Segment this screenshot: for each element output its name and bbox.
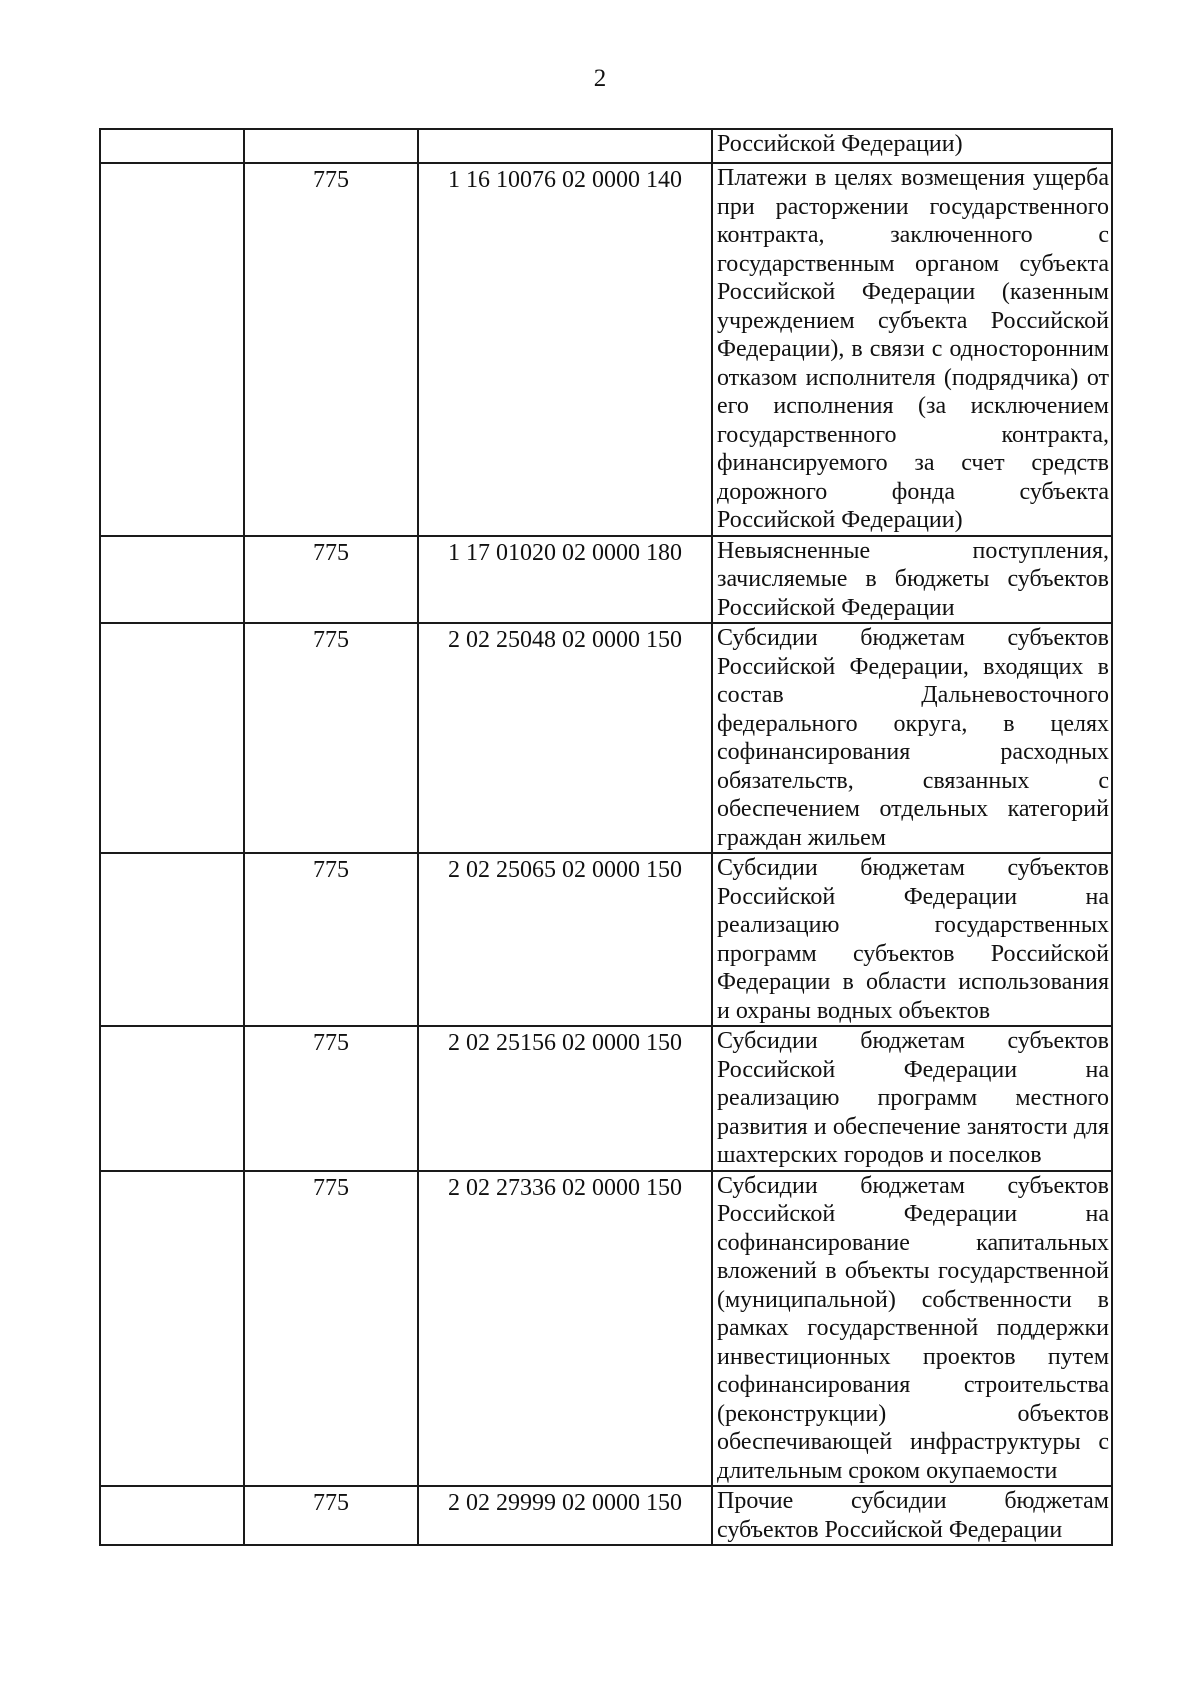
description-cell: Невыясненные поступления, зачисляемые в бюджеты субъектов Российской Федерации xyxy=(712,536,1112,624)
description-cell: Субсидии бюджетам субъектов Российской Федерации, входящих в состав Дальневосточного федерального округа, в целях софинансирования расходных обязательств, связанных с обеспечением отдельных категорий граждан жильем xyxy=(712,623,1112,853)
empty-cell xyxy=(100,1026,244,1171)
empty-cell xyxy=(100,129,244,163)
admin-code-cell: 775 xyxy=(244,163,418,536)
table-row xyxy=(100,163,1112,536)
description-cell: Субсидии бюджетам субъектов Российской Федерации на реализацию государственных программ субъектов Российской Федерации в области использования и охраны водных объектов xyxy=(712,853,1112,1026)
empty-cell xyxy=(100,1486,244,1545)
kbk-code-cell: 2 02 25048 02 0000 150 xyxy=(418,623,712,853)
kbk-code-cell: 1 16 10076 02 0000 140 xyxy=(418,163,712,536)
admin-code-cell: 775 xyxy=(244,1486,418,1545)
empty-cell xyxy=(100,1171,244,1487)
page-number: 2 xyxy=(593,65,607,92)
admin-code-cell: 775 xyxy=(244,536,418,624)
table-row xyxy=(100,853,1112,1026)
admin-code-cell xyxy=(244,129,418,163)
description-cell: Российской Федерации) xyxy=(712,129,1112,163)
kbk-code-cell: 1 17 01020 02 0000 180 xyxy=(418,536,712,624)
admin-code-cell: 775 xyxy=(244,853,418,1026)
table-row xyxy=(100,623,1112,853)
admin-code-cell: 775 xyxy=(244,623,418,853)
table-row xyxy=(100,1486,1112,1545)
kbk-code-cell: 2 02 25156 02 0000 150 xyxy=(418,1026,712,1171)
description-cell: Субсидии бюджетам субъектов Российской Федерации на реализацию программ местного развития и обеспечение занятости для шахтерских городов и поселков xyxy=(712,1026,1112,1171)
kbk-code-cell: 2 02 25065 02 0000 150 xyxy=(418,853,712,1026)
description-cell: Платежи в целях возмещения ущерба при расторжении государственного контракта, заключенного с государственным органом субъекта Российской Федерации (казенным учреждением субъекта Российской Федерации), в связи с односторонним отказом исполнителя (подрядчика) от его исполнения (за исключением государственного контракта, финансируемого за счет средств дорожного фонда субъекта Российской Федерации) xyxy=(712,163,1112,536)
table-row xyxy=(100,536,1112,624)
kbk-code-cell: 2 02 27336 02 0000 150 xyxy=(418,1171,712,1487)
kbk-code-cell xyxy=(418,129,712,163)
empty-cell xyxy=(100,623,244,853)
empty-cell xyxy=(100,536,244,624)
admin-code-cell: 775 xyxy=(244,1171,418,1487)
empty-cell xyxy=(100,163,244,536)
table-row xyxy=(100,1026,1112,1171)
description-cell: Субсидии бюджетам субъектов Российской Федерации на софинансирование капитальных вложений в объекты государственной (муниципальной) собственности в рамках государственной поддержки инвестиционных проектов путем софинансирования строительства (реконструкции) объектов обеспечивающей инфраструктуры с длительным сроком окупаемости xyxy=(712,1171,1112,1487)
table-row xyxy=(100,1171,1112,1487)
admin-code-cell: 775 xyxy=(244,1026,418,1171)
table-row-continuation xyxy=(100,129,1112,163)
kbk-code-cell: 2 02 29999 02 0000 150 xyxy=(418,1486,712,1545)
empty-cell xyxy=(100,853,244,1026)
description-cell: Прочие субсидии бюджетам субъектов Российской Федерации xyxy=(712,1486,1112,1545)
budget-classification-table xyxy=(99,128,1113,1546)
